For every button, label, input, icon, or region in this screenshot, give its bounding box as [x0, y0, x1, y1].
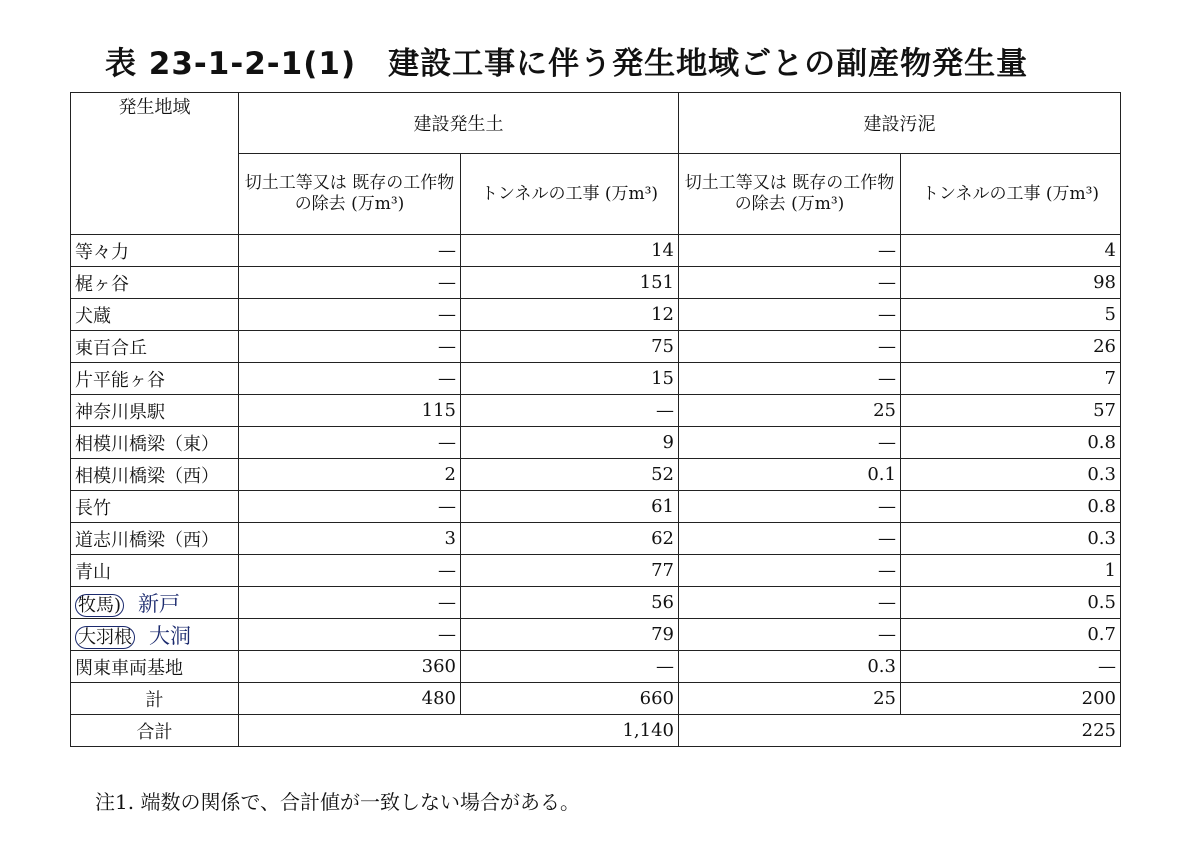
table-row — [71, 587, 1121, 619]
table-row — [71, 363, 1121, 395]
handwritten-area-name: 新戸 — [138, 591, 181, 616]
sludge-tunnel-value: 7 — [901, 363, 1121, 395]
header-soil-tunnel: トンネルの工事 (万m³) — [461, 154, 679, 235]
total-soil: 1,140 — [239, 715, 679, 747]
soil-cut-value: — — [239, 363, 461, 395]
area-name: 梶ヶ谷 — [71, 267, 239, 299]
sludge-cut-value: — — [679, 523, 901, 555]
sludge-tunnel-value: 57 — [901, 395, 1121, 427]
area-name: 道志川橋梁（西） — [71, 523, 239, 555]
soil-cut-value: 360 — [239, 651, 461, 683]
subtotal-label: 計 — [71, 683, 239, 715]
soil-tunnel-value: 75 — [461, 331, 679, 363]
table-row — [71, 267, 1121, 299]
area-name: 相模川橋梁（東） — [71, 427, 239, 459]
area-name: 東百合丘 — [71, 331, 239, 363]
table-row — [71, 331, 1121, 363]
sludge-tunnel-value: 1 — [901, 555, 1121, 587]
table-row — [71, 523, 1121, 555]
table-row — [71, 619, 1121, 651]
area-name: 神奈川県駅 — [71, 395, 239, 427]
sludge-cut-value: — — [679, 491, 901, 523]
soil-cut-value: — — [239, 427, 461, 459]
soil-tunnel-value: 52 — [461, 459, 679, 491]
total-row — [71, 715, 1121, 747]
soil-cut-value: — — [239, 491, 461, 523]
table-row — [71, 395, 1121, 427]
header-soil-group: 建設発生土 — [239, 93, 679, 154]
sludge-tunnel-value: 0.8 — [901, 427, 1121, 459]
soil-cut-value: — — [239, 331, 461, 363]
table-row — [71, 555, 1121, 587]
subtotal-sludge-cut: 25 — [679, 683, 901, 715]
sludge-cut-value: 0.1 — [679, 459, 901, 491]
sludge-tunnel-value: 0.7 — [901, 619, 1121, 651]
soil-tunnel-value: 15 — [461, 363, 679, 395]
sludge-cut-value: — — [679, 235, 901, 267]
soil-tunnel-value: 14 — [461, 235, 679, 267]
sludge-cut-value: — — [679, 555, 901, 587]
area-name: 青山 — [71, 555, 239, 587]
subtotal-sludge-tunnel: 200 — [901, 683, 1121, 715]
sludge-cut-value: 0.3 — [679, 651, 901, 683]
area-name: 等々力 — [71, 235, 239, 267]
area-name-cell — [71, 587, 239, 619]
table-row — [71, 459, 1121, 491]
header-sludge-group: 建設汚泥 — [679, 93, 1121, 154]
area-name: 片平能ヶ谷 — [71, 363, 239, 395]
byproduct-table — [70, 92, 1121, 747]
sludge-tunnel-value: 0.3 — [901, 459, 1121, 491]
sludge-cut-value: 25 — [679, 395, 901, 427]
soil-cut-value: 3 — [239, 523, 461, 555]
sludge-cut-value: — — [679, 267, 901, 299]
soil-tunnel-value: 56 — [461, 587, 679, 619]
total-sludge: 225 — [679, 715, 1121, 747]
sludge-cut-value: — — [679, 363, 901, 395]
sludge-cut-value: — — [679, 299, 901, 331]
header-area: 発生地域 — [71, 93, 239, 235]
area-name: 相模川橋梁（西） — [71, 459, 239, 491]
handwritten-area-name: 大洞 — [149, 623, 191, 648]
soil-tunnel-value: 9 — [461, 427, 679, 459]
area-name: 関東車両基地 — [71, 651, 239, 683]
footnote: 注1. 端数の関係で、合計値が一致しない場合がある。 — [95, 790, 581, 814]
soil-tunnel-value: 151 — [461, 267, 679, 299]
sludge-tunnel-value: 5 — [901, 299, 1121, 331]
soil-cut-value: — — [239, 555, 461, 587]
soil-cut-value: 115 — [239, 395, 461, 427]
soil-tunnel-value: 12 — [461, 299, 679, 331]
soil-cut-value: — — [239, 235, 461, 267]
area-name: 長竹 — [71, 491, 239, 523]
total-label: 合計 — [71, 715, 239, 747]
header-sludge-cut: 切土工等又は 既存の工作物の除去 (万m³) — [679, 154, 901, 235]
table-row — [71, 299, 1121, 331]
sludge-cut-value: — — [679, 331, 901, 363]
area-name: 牧馬) — [75, 594, 124, 617]
area-name: 犬蔵 — [71, 299, 239, 331]
sludge-cut-value: — — [679, 587, 901, 619]
soil-tunnel-value: 62 — [461, 523, 679, 555]
subtotal-row — [71, 683, 1121, 715]
soil-tunnel-value: — — [461, 651, 679, 683]
sludge-tunnel-value: 0.8 — [901, 491, 1121, 523]
sludge-tunnel-value: 0.3 — [901, 523, 1121, 555]
sludge-tunnel-value: 26 — [901, 331, 1121, 363]
header-sludge-tunnel: トンネルの工事 (万m³) — [901, 154, 1121, 235]
soil-tunnel-value: 61 — [461, 491, 679, 523]
area-name: 大羽根 — [75, 626, 135, 649]
soil-tunnel-value: 79 — [461, 619, 679, 651]
sludge-cut-value: — — [679, 619, 901, 651]
table-row — [71, 427, 1121, 459]
sludge-tunnel-value: — — [901, 651, 1121, 683]
table-row — [71, 491, 1121, 523]
sludge-tunnel-value: 0.5 — [901, 587, 1121, 619]
subtotal-soil-cut: 480 — [239, 683, 461, 715]
soil-cut-value: — — [239, 587, 461, 619]
sludge-tunnel-value: 98 — [901, 267, 1121, 299]
soil-cut-value: — — [239, 299, 461, 331]
soil-cut-value: 2 — [239, 459, 461, 491]
soil-tunnel-value: 77 — [461, 555, 679, 587]
header-soil-cut: 切土工等又は 既存の工作物の除去 (万m³) — [239, 154, 461, 235]
sludge-tunnel-value: 4 — [901, 235, 1121, 267]
soil-tunnel-value: — — [461, 395, 679, 427]
soil-cut-value: — — [239, 619, 461, 651]
page-title: 表 23-1-2-1(1) 建設工事に伴う発生地域ごとの副産物発生量 — [105, 46, 1029, 82]
soil-cut-value: — — [239, 267, 461, 299]
area-name-cell — [71, 619, 239, 651]
table-row — [71, 235, 1121, 267]
sludge-cut-value: — — [679, 427, 901, 459]
table-row — [71, 651, 1121, 683]
subtotal-soil-tunnel: 660 — [461, 683, 679, 715]
